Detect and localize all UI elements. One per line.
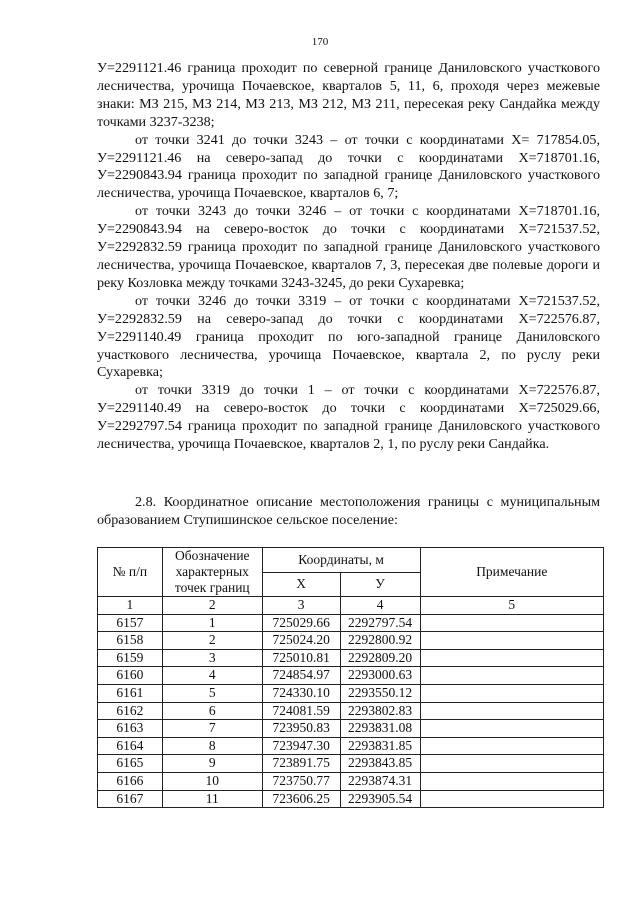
header-y: У bbox=[340, 572, 420, 597]
cell-num: 6167 bbox=[98, 790, 163, 808]
column-number: 2 bbox=[162, 597, 262, 615]
cell-x: 724854.97 bbox=[262, 667, 340, 685]
page-number: 170 bbox=[311, 36, 329, 48]
paragraph: от точки 3319 до точки 1 – от точки с координатами Х=722576.87, У=2291140.49 на северо-восток до точки с координатами Х=725029.66, У=2292797.54 граница проходит по западной границе Даниловского участкового лесничества, урочища Почаевское, кварталов 2, 1, по руслу реки Сандайка. bbox=[97, 382, 600, 453]
cell-x: 723750.77 bbox=[262, 772, 340, 790]
cell-point: 6 bbox=[162, 702, 262, 720]
header-x: Х bbox=[262, 572, 340, 597]
cell-x: 724081.59 bbox=[262, 702, 340, 720]
cell-num: 6159 bbox=[98, 649, 163, 667]
cell-note bbox=[420, 790, 603, 808]
cell-x: 723950.83 bbox=[262, 720, 340, 738]
cell-note bbox=[420, 614, 603, 632]
table-row bbox=[98, 614, 604, 632]
table-row bbox=[98, 684, 604, 702]
cell-note bbox=[420, 702, 603, 720]
paragraph: от точки 3241 до точки 3243 – от точки с координатами Х= 717854.05, У=2291121.46 на северо-запад до точки с координатами Х=718701.16, У=2290843.94 граница проходит по западной границе Даниловского участкового лесничества, урочища Почаевское, кварталов 6, 7; bbox=[97, 131, 600, 202]
column-number: 4 bbox=[340, 597, 420, 615]
cell-note bbox=[420, 737, 603, 755]
cell-num: 6166 bbox=[98, 772, 163, 790]
cell-point: 5 bbox=[162, 684, 262, 702]
cell-point: 9 bbox=[162, 755, 262, 773]
cell-y: 2292800.92 bbox=[340, 632, 420, 650]
header-num: № п/п bbox=[98, 548, 163, 597]
cell-num: 6157 bbox=[98, 614, 163, 632]
column-number: 5 bbox=[420, 597, 603, 615]
cell-y: 2292797.54 bbox=[340, 614, 420, 632]
table-row bbox=[98, 790, 604, 808]
section-title: 2.8. Координатное описание местоположения границы с муниципальным образованием Ступишинское сельское поселение: bbox=[97, 494, 600, 528]
cell-x: 724330.10 bbox=[262, 684, 340, 702]
cell-num: 6161 bbox=[98, 684, 163, 702]
cell-x: 725010.81 bbox=[262, 649, 340, 667]
header-designation: Обозначение характерных точек границ bbox=[162, 548, 262, 597]
table-row bbox=[98, 667, 604, 685]
cell-num: 6163 bbox=[98, 720, 163, 738]
cell-y: 2293831.08 bbox=[340, 720, 420, 738]
cell-x: 725024.20 bbox=[262, 632, 340, 650]
body-text bbox=[97, 60, 600, 454]
cell-num: 6165 bbox=[98, 755, 163, 773]
cell-y: 2292809.20 bbox=[340, 649, 420, 667]
table-row bbox=[98, 720, 604, 738]
cell-x: 725029.66 bbox=[262, 614, 340, 632]
column-number: 3 bbox=[262, 597, 340, 615]
paragraph: от точки 3246 до точки 3319 – от точки с координатами Х=721537.52, У=2292832.59 на северо-запад до точки с координатами Х=722576.87, У=2291140.49 граница проходит по юго-западной границе Даниловского участкового лесничества, урочища Почаевское, квартала 2, по руслу реки Сухаревка; bbox=[97, 292, 600, 381]
cell-y: 2293831.85 bbox=[340, 737, 420, 755]
cell-y: 2293802.83 bbox=[340, 702, 420, 720]
cell-x: 723606.25 bbox=[262, 790, 340, 808]
cell-point: 1 bbox=[162, 614, 262, 632]
cell-y: 2293843.85 bbox=[340, 755, 420, 773]
cell-num: 6164 bbox=[98, 737, 163, 755]
cell-point: 2 bbox=[162, 632, 262, 650]
table-row bbox=[98, 632, 604, 650]
cell-point: 11 bbox=[162, 790, 262, 808]
cell-note bbox=[420, 684, 603, 702]
column-number: 1 bbox=[98, 597, 163, 615]
paragraph: У=2291121.46 граница проходит по северной границе Даниловского участкового лесничества, урочища Почаевское, кварталов 5, 11, 6, проходя через межевые знаки: МЗ 215, МЗ 214, МЗ 213, МЗ 212, МЗ 211, пересекая реку Сандайка между точками 3237-3238; bbox=[97, 60, 600, 130]
table-row bbox=[98, 772, 604, 790]
cell-note bbox=[420, 632, 603, 650]
coordinates-table bbox=[97, 547, 604, 808]
cell-y: 2293905.54 bbox=[340, 790, 420, 808]
cell-x: 723891.75 bbox=[262, 755, 340, 773]
table-row bbox=[98, 755, 604, 773]
header-note: Примечание bbox=[420, 548, 603, 597]
column-numbers-row bbox=[98, 597, 604, 615]
cell-x: 723947.30 bbox=[262, 737, 340, 755]
cell-y: 2293550.12 bbox=[340, 684, 420, 702]
cell-note bbox=[420, 755, 603, 773]
cell-num: 6158 bbox=[98, 632, 163, 650]
cell-point: 3 bbox=[162, 649, 262, 667]
cell-point: 4 bbox=[162, 667, 262, 685]
cell-num: 6162 bbox=[98, 702, 163, 720]
table-row bbox=[98, 737, 604, 755]
table-row bbox=[98, 649, 604, 667]
cell-y: 2293874.31 bbox=[340, 772, 420, 790]
cell-y: 2293000.63 bbox=[340, 667, 420, 685]
cell-note bbox=[420, 667, 603, 685]
cell-point: 8 bbox=[162, 737, 262, 755]
table-row bbox=[98, 702, 604, 720]
cell-note bbox=[420, 772, 603, 790]
paragraph: от точки 3243 до точки 3246 – от точки с координатами Х=718701.16, У=2290843.94 на северо-восток до точки с координатами Х=721537.52, У=2292832.59 граница проходит по западной границе Даниловского участкового лесничества, урочища Почаевское, кварталов 7, 3, пересекая две полевые дороги и реку Козловка между точками 3243-3245, до реки Сухаревка; bbox=[97, 203, 600, 291]
header-coordinates: Координаты, м bbox=[262, 548, 420, 573]
cell-num: 6160 bbox=[98, 667, 163, 685]
cell-note bbox=[420, 649, 603, 667]
cell-point: 7 bbox=[162, 720, 262, 738]
cell-point: 10 bbox=[162, 772, 262, 790]
cell-note bbox=[420, 720, 603, 738]
